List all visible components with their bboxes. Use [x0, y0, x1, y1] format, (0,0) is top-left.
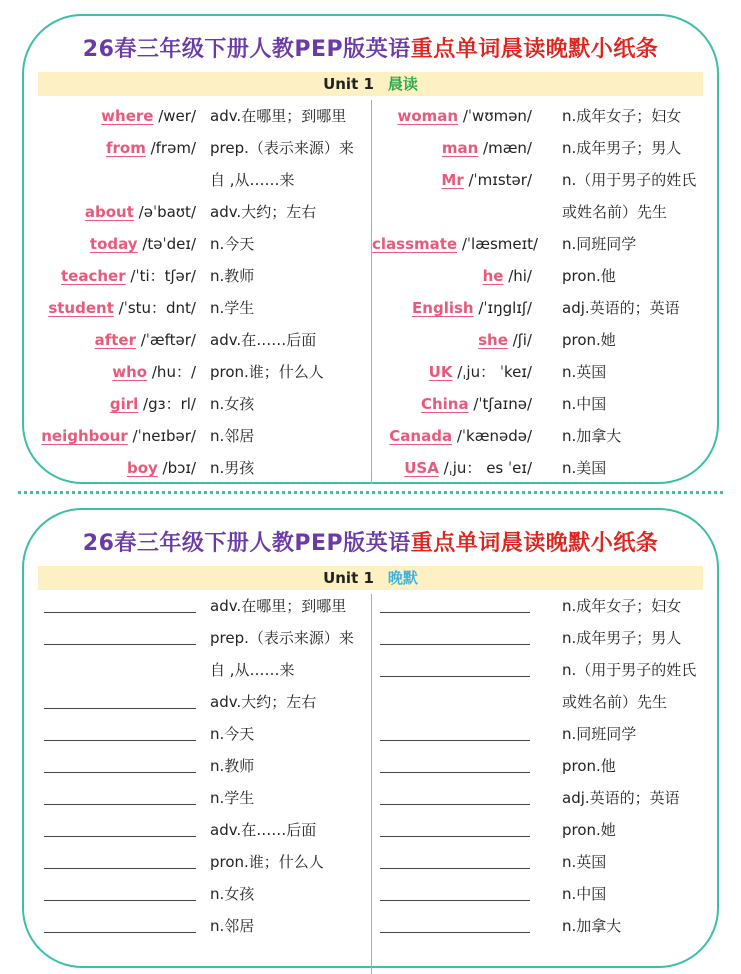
meaning: n.教师: [210, 757, 255, 775]
unit-bar: [38, 566, 703, 590]
table-row: [24, 846, 719, 878]
vocab-word: after: [94, 331, 136, 349]
phonetic: /mæn/: [478, 139, 532, 157]
answer-blank[interactable]: [380, 676, 530, 677]
phonetic: /ˈæftər/: [135, 331, 196, 349]
vocab-word: neighbour: [41, 427, 128, 445]
table-row: [24, 814, 719, 846]
word-cell: [372, 132, 532, 164]
meaning: n.成年女子；妇女: [562, 107, 682, 125]
table-row: [24, 654, 719, 686]
meaning: 自 ,从……来: [210, 661, 295, 679]
table-row: [24, 356, 719, 388]
meaning: n.成年女子；妇女: [562, 597, 682, 615]
meaning: n.中国: [562, 395, 607, 413]
meaning: n.（用于男子的姓氏: [562, 171, 697, 189]
meaning: n.同班同学: [562, 235, 637, 253]
table-row: [24, 686, 719, 718]
word-cell: [372, 260, 532, 292]
meaning: n.学生: [210, 789, 255, 807]
answer-blank[interactable]: [380, 612, 530, 613]
table-row: [24, 132, 719, 164]
unit-label: Unit 1: [323, 75, 374, 93]
meaning: pron.他: [562, 757, 616, 775]
dotted-cut-line: [18, 491, 723, 494]
card-title: [24, 526, 717, 557]
table-row: [24, 260, 719, 292]
meaning: adj.英语的；英语: [562, 789, 680, 807]
evening-dictation-card: [22, 508, 719, 968]
meaning: adv.在……后面: [210, 821, 317, 839]
phonetic: /ˈneɪbər/: [127, 427, 196, 445]
meaning: n.中国: [562, 885, 607, 903]
unit-label: Unit 1: [323, 569, 374, 587]
answer-blank[interactable]: [380, 868, 530, 869]
answer-blank[interactable]: [380, 932, 530, 933]
table-row: [24, 750, 719, 782]
word-cell: [372, 388, 532, 420]
meaning: n.教师: [210, 267, 255, 285]
vocab-word: classmate: [372, 235, 458, 253]
title-part-2: 重点单词晨读晚默小纸条: [410, 531, 659, 556]
meaning: n.今天: [210, 235, 255, 253]
vocab-word: today: [89, 235, 138, 253]
meaning: n.男孩: [210, 459, 255, 477]
answer-blank[interactable]: [380, 804, 530, 805]
meaning: n.邻居: [210, 917, 255, 935]
phonetic: /ˈtʃaɪnə/: [468, 395, 532, 413]
phonetic: /frəm/: [145, 139, 196, 157]
meaning: pron.她: [562, 821, 616, 839]
word-cell: [372, 100, 532, 132]
vocab-word: China: [420, 395, 469, 413]
meaning: n.美国: [562, 459, 607, 477]
meaning: adv.大约；左右: [210, 203, 317, 221]
word-cell: [372, 228, 539, 260]
table-row: [24, 292, 719, 324]
meaning: pron.她: [562, 331, 616, 349]
meaning: n.同班同学: [562, 725, 637, 743]
meaning: n.学生: [210, 299, 255, 317]
meaning: pron.他: [562, 267, 616, 285]
vocab-word: where: [101, 107, 154, 125]
table-row: [24, 622, 719, 654]
vocab-word: UK: [428, 363, 453, 381]
phonetic: /əˈbaʊt/: [133, 203, 196, 221]
phonetic: /wer/: [153, 107, 196, 125]
meaning: n.今天: [210, 725, 255, 743]
meaning: 自 ,从……来: [210, 171, 295, 189]
meaning: adv.在哪里；到哪里: [210, 597, 347, 615]
word-cell: [372, 324, 532, 356]
meaning: adv.在……后面: [210, 331, 317, 349]
phonetic: /ˈstu：dnt/: [113, 299, 196, 317]
table-row: [24, 590, 719, 622]
table-row: [24, 228, 719, 260]
vocab-word: teacher: [61, 267, 126, 285]
meaning: pron.谁；什么人: [210, 853, 324, 871]
table-row: [24, 164, 719, 196]
unit-bar: [38, 72, 703, 96]
meaning: n.英国: [562, 363, 607, 381]
phonetic: /ʃi/: [507, 331, 532, 349]
vocab-word: Canada: [389, 427, 453, 445]
meaning: 或姓名前）先生: [562, 203, 668, 221]
table-row: [24, 100, 719, 132]
vocab-word: woman: [397, 107, 459, 125]
table-row: [24, 718, 719, 750]
meaning: n.成年男子；男人: [562, 629, 682, 647]
phonetic: /ˈti：tʃər/: [125, 267, 196, 285]
word-cell: [372, 356, 532, 388]
meaning: adj.英语的；英语: [562, 299, 680, 317]
table-row: [24, 910, 719, 942]
phonetic: /gɜ：rl/: [138, 395, 196, 413]
answer-blank[interactable]: [380, 900, 530, 901]
meaning: prep.（表示来源）来: [210, 139, 354, 157]
meaning: n.加拿大: [562, 427, 622, 445]
vocab-word: who: [112, 363, 148, 381]
title-part-1: 26春三年级下册人教PEP版英语: [82, 531, 411, 556]
phonetic: /təˈdeɪ/: [137, 235, 196, 253]
vocab-word: about: [84, 203, 134, 221]
evening-label: 晚默: [387, 569, 418, 587]
phonetic: /ˈkænədə/: [452, 427, 532, 445]
title-part-2: 重点单词晨读晚默小纸条: [410, 37, 659, 62]
vocab-word: USA: [404, 459, 439, 477]
vocab-word: she: [478, 331, 508, 349]
meaning: n.邻居: [210, 427, 255, 445]
vocab-word: boy: [126, 459, 158, 477]
vocab-word: English: [412, 299, 474, 317]
meaning: n.英国: [562, 853, 607, 871]
meaning: n.（用于男子的姓氏: [562, 661, 697, 679]
meaning: adv.在哪里；到哪里: [210, 107, 347, 125]
meaning: n.加拿大: [562, 917, 622, 935]
phonetic: /ˌju： es ˈeɪ/: [438, 459, 532, 477]
vocab-word: student: [48, 299, 114, 317]
answer-blank[interactable]: [380, 740, 530, 741]
title-part-1: 26春三年级下册人教PEP版英语: [82, 37, 411, 62]
table-row: [24, 196, 719, 228]
card-title: [24, 32, 717, 63]
morning-label: 晨读: [387, 75, 418, 93]
vocab-word: man: [441, 139, 479, 157]
vocab-word: girl: [109, 395, 139, 413]
word-cell: [372, 452, 532, 484]
table-row: [24, 388, 719, 420]
vocab-word: he: [482, 267, 504, 285]
phonetic: /hi/: [503, 267, 532, 285]
phonetic: /bɔɪ/: [157, 459, 196, 477]
phonetic: /ˈlæsmeɪt/: [457, 235, 539, 253]
phonetic: /hu：/: [147, 363, 196, 381]
meaning: adv.大约；左右: [210, 693, 317, 711]
word-cell: [372, 164, 532, 196]
word-cell: [372, 420, 532, 452]
meaning: n.女孩: [210, 885, 255, 903]
table-row: [24, 878, 719, 910]
phonetic: /ˌju： ˈkeɪ/: [452, 363, 532, 381]
answer-blank[interactable]: [380, 836, 530, 837]
meaning: n.成年男子；男人: [562, 139, 682, 157]
morning-reading-card: [22, 14, 719, 484]
meaning: pron.谁；什么人: [210, 363, 324, 381]
table-row: [24, 324, 719, 356]
phonetic: /ˈmɪstər/: [463, 171, 532, 189]
word-cell: [372, 292, 532, 324]
phonetic: /ˈɪŋglɪʃ/: [473, 299, 532, 317]
answer-blank[interactable]: [380, 772, 530, 773]
meaning: n.女孩: [210, 395, 255, 413]
table-row: [24, 420, 719, 452]
vocab-word: from: [105, 139, 146, 157]
meaning: 或姓名前）先生: [562, 693, 668, 711]
table-row: [24, 782, 719, 814]
phonetic: /ˈwʊmən/: [458, 107, 532, 125]
meaning: prep.（表示来源）来: [210, 629, 354, 647]
answer-blank[interactable]: [380, 644, 530, 645]
vocab-word: Mr: [441, 171, 464, 189]
table-row: [24, 452, 719, 484]
